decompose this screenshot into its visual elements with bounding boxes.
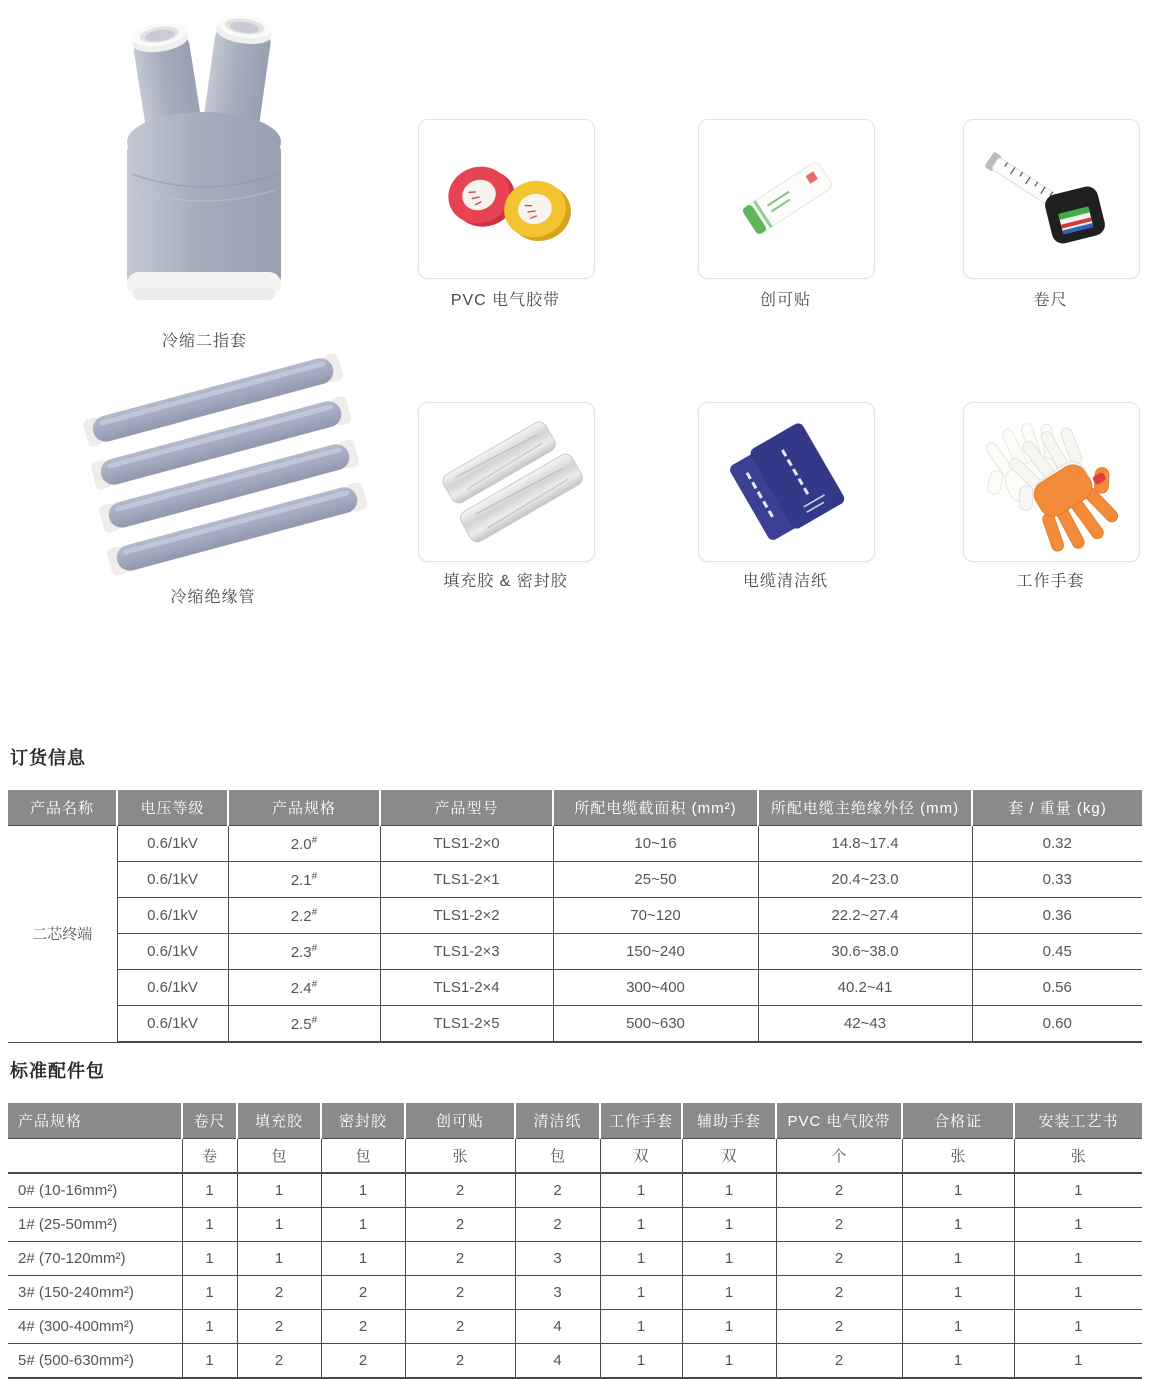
spec-value: 2.3: [290, 943, 312, 961]
cell-count: 4: [515, 1310, 600, 1344]
col-header-voltage: 电压等级: [117, 790, 228, 826]
product-label-bandaid: 创可贴: [759, 292, 811, 309]
cell-row-label: 5# (500-630mm²): [8, 1344, 182, 1379]
cell-spec: [228, 970, 380, 1006]
spec-sup: #: [311, 834, 318, 846]
cell-row-label: 3# (150-240mm²): [8, 1276, 182, 1310]
cell-count: 2: [776, 1242, 902, 1276]
cell-diameter: 20.4~23.0: [758, 862, 972, 898]
cell-spec: [228, 862, 380, 898]
cell-count: 1: [682, 1344, 776, 1379]
col-header-model: 产品型号: [380, 790, 553, 826]
spec-sup: #: [311, 978, 318, 990]
ordering-table: [8, 790, 1142, 1043]
product-card-bandaid: [698, 119, 875, 279]
cell-voltage: 0.6/1kV: [117, 898, 228, 934]
cell-count: 1: [902, 1276, 1014, 1310]
cell-count: 2: [405, 1344, 515, 1379]
cell-count: 2: [237, 1344, 321, 1379]
cell-count: 2: [405, 1276, 515, 1310]
col-header-certificate: 合格证: [902, 1103, 1014, 1139]
cell-count: 2: [321, 1344, 405, 1379]
cell-count: 2: [515, 1208, 600, 1242]
cell-count: 2: [776, 1276, 902, 1310]
cell-count: 2: [405, 1310, 515, 1344]
spec-sup: #: [311, 870, 318, 882]
pack-units-row: [8, 1139, 1142, 1174]
spec-value: 2.1: [290, 871, 312, 889]
ordering-section-title: 订货信息: [10, 748, 86, 768]
product-label-cold-shrink-two-finger-sleeve: 冷缩二指套: [161, 333, 247, 350]
work-gloves-image: [977, 420, 1127, 545]
cell-voltage: 0.6/1kV: [117, 1006, 228, 1043]
pack-section-title: 标准配件包: [10, 1061, 105, 1081]
cell-count: 2: [321, 1310, 405, 1344]
cell-count: 1: [182, 1242, 237, 1276]
spec-sup: #: [311, 906, 318, 918]
cell-count: 2: [321, 1276, 405, 1310]
table-row: [8, 1006, 1142, 1043]
table-row: [8, 1344, 1142, 1379]
table-row: [8, 1276, 1142, 1310]
bandaid-image: [712, 137, 862, 262]
cell-area: 300~400: [553, 970, 758, 1006]
cell-count: 2: [776, 1173, 902, 1208]
cell-count: 1: [600, 1173, 682, 1208]
spec-value: 2.2: [290, 907, 312, 925]
cell-diameter: 30.6~38.0: [758, 934, 972, 970]
cell-count: 1: [321, 1173, 405, 1208]
cell-count: 1: [902, 1242, 1014, 1276]
cell-area: 25~50: [553, 862, 758, 898]
cell-row-label: 2# (70-120mm²): [8, 1242, 182, 1276]
cell-unit: 包: [515, 1139, 600, 1174]
cell-diameter: 22.2~27.4: [758, 898, 972, 934]
product-card-tape-measure: [963, 119, 1140, 279]
product-image-cold-shrink-tubes: [62, 356, 364, 574]
cell-count: 2: [776, 1208, 902, 1242]
cell-unit: 包: [321, 1139, 405, 1174]
table-row: [8, 1208, 1142, 1242]
product-label-work-gloves: 工作手套: [1016, 573, 1085, 590]
cell-unit: 张: [405, 1139, 515, 1174]
cell-count: 2: [405, 1173, 515, 1208]
cell-voltage: 0.6/1kV: [117, 826, 228, 862]
cell-count: 1: [237, 1242, 321, 1276]
cell-count: 1: [902, 1173, 1014, 1208]
table-row: [8, 898, 1142, 934]
col-header-manual: 安装工艺书: [1014, 1103, 1142, 1139]
cell-model: TLS1-2×5: [380, 1006, 553, 1043]
product-label-tape-measure: 卷尺: [1033, 292, 1068, 309]
cell-count: 1: [682, 1310, 776, 1344]
cell-count: 3: [515, 1242, 600, 1276]
product-card-cleaning-paper: [698, 402, 875, 562]
cell-count: 1: [1014, 1276, 1142, 1310]
product-card-pvc-tape: [418, 119, 595, 279]
col-header-diameter: 所配电缆主绝缘外径 (mm): [758, 790, 972, 826]
cell-model: TLS1-2×2: [380, 898, 553, 934]
cell-count: 2: [405, 1242, 515, 1276]
table-row: [8, 1310, 1142, 1344]
cell-row-label: 0# (10-16mm²): [8, 1173, 182, 1208]
cell-count: 1: [902, 1208, 1014, 1242]
product-label-cold-shrink-tubes: 冷缩绝缘管: [170, 589, 256, 606]
cell-count: 1: [682, 1173, 776, 1208]
cell-model: TLS1-2×4: [380, 970, 553, 1006]
cell-area: 500~630: [553, 1006, 758, 1043]
table-row: [8, 826, 1142, 862]
cell-unit: 双: [600, 1139, 682, 1174]
tape-measure-image: [977, 137, 1127, 262]
spec-sup: #: [311, 942, 318, 954]
cell-count: 1: [1014, 1173, 1142, 1208]
cell-diameter: 40.2~41: [758, 970, 972, 1006]
table-row: [8, 970, 1142, 1006]
col-header-weight: 套 / 重量 (kg): [972, 790, 1142, 826]
col-header-aux-gloves: 辅助手套: [682, 1103, 776, 1139]
cell-count: 2: [776, 1310, 902, 1344]
table-row: [8, 1242, 1142, 1276]
cell-count: 2: [515, 1173, 600, 1208]
cell-count: 1: [321, 1242, 405, 1276]
cell-count: 2: [405, 1208, 515, 1242]
cell-unit: 张: [1014, 1139, 1142, 1174]
cell-count: 1: [182, 1344, 237, 1379]
cell-area: 10~16: [553, 826, 758, 862]
col-header-area: 所配电缆截面积 (mm²): [553, 790, 758, 826]
cell-count: 1: [1014, 1242, 1142, 1276]
cell-count: 2: [237, 1276, 321, 1310]
cell-unit: 张: [902, 1139, 1014, 1174]
pack-header-row: [8, 1103, 1142, 1139]
spec-value: 2.5: [290, 1015, 312, 1033]
cold-shrink-tubes-image: [62, 356, 364, 574]
col-header-cleaning-paper: 清洁纸: [515, 1103, 600, 1139]
cell-count: 1: [600, 1310, 682, 1344]
col-header-product-name: 产品名称: [8, 790, 117, 826]
cell-voltage: 0.6/1kV: [117, 934, 228, 970]
cell-weight: 0.32: [972, 826, 1142, 862]
cleaning-paper-image: [712, 420, 862, 545]
cell-spec: [228, 898, 380, 934]
cell-count: 1: [321, 1208, 405, 1242]
cell-model: TLS1-2×1: [380, 862, 553, 898]
table-row: [8, 1173, 1142, 1208]
cell-row-label: 4# (300-400mm²): [8, 1310, 182, 1344]
product-label-pvc-tape: PVC 电气胶带: [450, 292, 561, 309]
col-header-tape-measure: 卷尺: [182, 1103, 237, 1139]
cell-empty: [8, 1139, 182, 1174]
cell-unit: 包: [237, 1139, 321, 1174]
cell-voltage: 0.6/1kV: [117, 862, 228, 898]
cell-weight: 0.45: [972, 934, 1142, 970]
spec-value: 2.4: [290, 979, 312, 997]
cell-count: 1: [182, 1310, 237, 1344]
product-card-work-gloves: [963, 402, 1140, 562]
cell-spec: [228, 826, 380, 862]
cell-count: 1: [902, 1310, 1014, 1344]
cell-count: 1: [182, 1276, 237, 1310]
cell-count: 1: [682, 1242, 776, 1276]
cell-weight: 0.56: [972, 970, 1142, 1006]
cell-spec: [228, 934, 380, 970]
col-header-filling-glue: 填充胶: [237, 1103, 321, 1139]
cell-unit: 双: [682, 1139, 776, 1174]
col-header-bandaid: 创可贴: [405, 1103, 515, 1139]
table-row: [8, 862, 1142, 898]
col-header-sealing-glue: 密封胶: [321, 1103, 405, 1139]
product-label-glue: 填充胶 & 密封胶: [443, 573, 568, 590]
cell-count: 1: [600, 1242, 682, 1276]
product-card-glue: [418, 402, 595, 562]
cell-weight: 0.33: [972, 862, 1142, 898]
col-header-work-gloves: 工作手套: [600, 1103, 682, 1139]
cell-product-name: 二芯终端: [8, 826, 117, 1043]
product-image-cold-shrink-two-finger-sleeve: [112, 22, 297, 320]
cell-unit: 卷: [182, 1139, 237, 1174]
cell-count: 1: [237, 1173, 321, 1208]
cell-count: 1: [682, 1208, 776, 1242]
cell-diameter: 42~43: [758, 1006, 972, 1043]
cell-count: 1: [237, 1208, 321, 1242]
cell-voltage: 0.6/1kV: [117, 970, 228, 1006]
cell-row-label: 1# (25-50mm²): [8, 1208, 182, 1242]
cell-model: TLS1-2×0: [380, 826, 553, 862]
col-header-pvc-tape: PVC 电气胶带: [776, 1103, 902, 1139]
cell-count: 3: [515, 1276, 600, 1310]
cell-count: 1: [182, 1208, 237, 1242]
cell-count: 1: [600, 1344, 682, 1379]
glue-foil-packs-image: [432, 420, 582, 545]
cell-count: 1: [1014, 1310, 1142, 1344]
pvc-tape-image: [432, 137, 582, 262]
cell-count: 1: [600, 1276, 682, 1310]
cell-area: 150~240: [553, 934, 758, 970]
cell-count: 1: [1014, 1344, 1142, 1379]
cell-model: TLS1-2×3: [380, 934, 553, 970]
cell-unit: 个: [776, 1139, 902, 1174]
cell-area: 70~120: [553, 898, 758, 934]
table-row: [8, 934, 1142, 970]
pack-table: [8, 1103, 1142, 1379]
spec-value: 2.0: [290, 835, 312, 853]
cell-count: 2: [237, 1310, 321, 1344]
cell-count: 1: [682, 1276, 776, 1310]
cell-count: 1: [182, 1173, 237, 1208]
ordering-header-row: [8, 790, 1142, 826]
cell-weight: 0.60: [972, 1006, 1142, 1043]
spec-sup: #: [311, 1014, 318, 1026]
product-label-cleaning-paper: 电缆清洁纸: [742, 573, 828, 590]
cell-count: 1: [600, 1208, 682, 1242]
cell-count: 1: [902, 1344, 1014, 1379]
cell-weight: 0.36: [972, 898, 1142, 934]
cell-diameter: 14.8~17.4: [758, 826, 972, 862]
cell-count: 4: [515, 1344, 600, 1379]
col-header-spec: 产品规格: [228, 790, 380, 826]
cell-count: 2: [776, 1344, 902, 1379]
cold-shrink-sleeve-image: [112, 22, 297, 320]
cell-count: 1: [1014, 1208, 1142, 1242]
col-header-spec: 产品规格: [8, 1103, 182, 1139]
cell-spec: [228, 1006, 380, 1043]
